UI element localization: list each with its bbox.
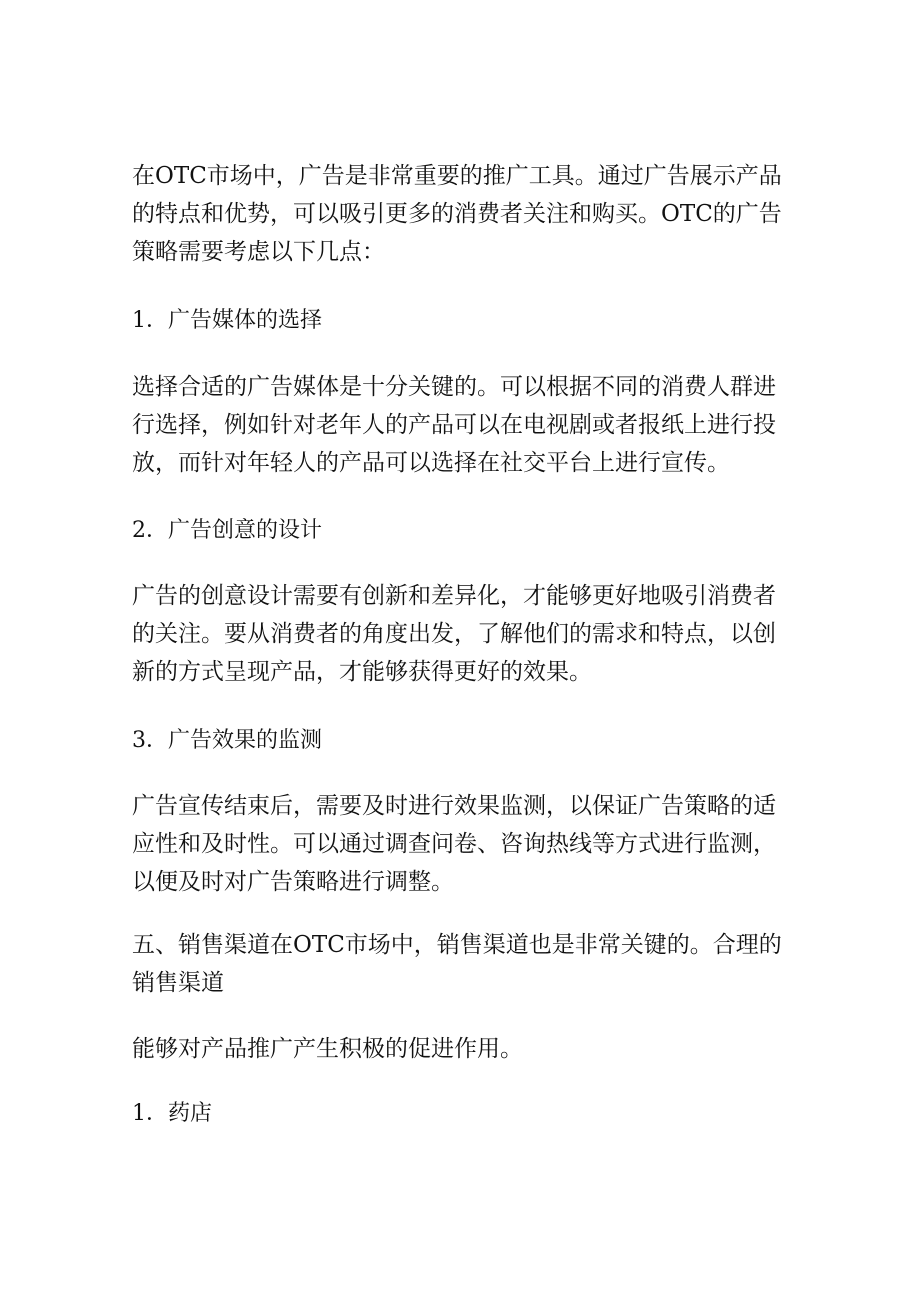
ad-monitoring-paragraph: 广告宣传结束后，需要及时进行效果监测，以保证广告策略的适应性和及时性。可以通过调查问卷、咨询热线等方式进行监测，以便及时对广告策略进行调整。 [132, 793, 776, 895]
heading-ad-creative: 2．广告创意的设计 [132, 518, 322, 543]
intro-paragraph: 在OTC市场中，广告是非常重要的推广工具。通过广告展示产品的特点和优势，可以吸引更多的消费者关注和购买。OTC的广告策略需要考虑以下几点： [132, 163, 782, 265]
heading-ad-media: 1．广告媒体的选择 [132, 308, 322, 333]
sales-channel-continuation: 能够对产品推广产生积极的促进作用。 [132, 1036, 523, 1062]
sales-channel-paragraph: 五、销售渠道在OTC市场中，销售渠道也是非常关键的。合理的销售渠道 [132, 932, 782, 996]
ad-media-paragraph: 选择合适的广告媒体是十分关键的。可以根据不同的消费人群进行选择，例如针对老年人的产品可以在电视剧或者报纸上进行投放，而针对年轻人的产品可以选择在社交平台上进行宣传。 [132, 374, 776, 476]
heading-pharmacy: 1．药店 [132, 1101, 212, 1126]
heading-ad-monitoring: 3．广告效果的监测 [132, 728, 322, 753]
ad-creative-paragraph: 广告的创意设计需要有创新和差异化，才能够更好地吸引消费者的关注。要从消费者的角度出发，了解他们的需求和特点，以创新的方式呈现产品，才能够获得更好的效果。 [132, 583, 776, 685]
